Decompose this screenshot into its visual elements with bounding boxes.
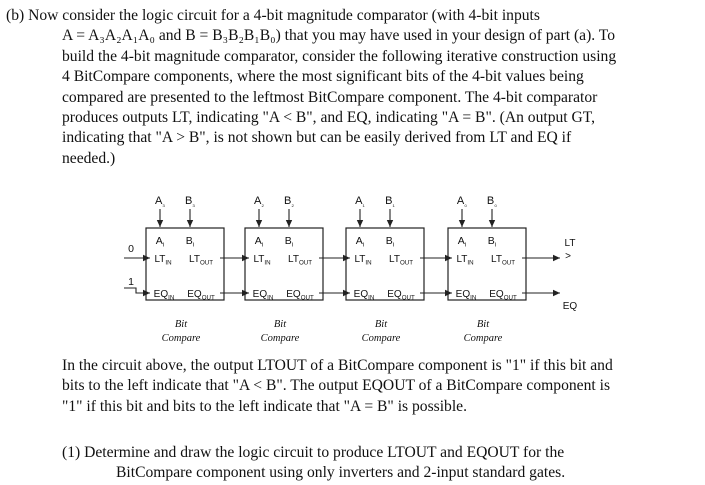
block-3-eq-out-port: $EQ_{OUT}$ <box>489 289 517 302</box>
block-2-lt-out-port: $LT_{OUT}$ <box>389 254 413 267</box>
block-3-port-b: $B_i$ <box>487 235 497 249</box>
block-1-label-top: Bit <box>273 319 287 330</box>
block-3-b-input-label: $B_{_0}$ <box>486 195 498 209</box>
explanation-line-2: bits to the left indicate that "A < B". The output EQOUT of a BitCompare component is <box>62 377 611 395</box>
block-1-eq-out-port: $EQ_{OUT}$ <box>286 289 314 302</box>
block-0-lt-in-port: $LT_{IN}$ <box>154 254 172 267</box>
block-1-lt-in-port: $LT_{IN}$ <box>253 254 271 267</box>
block-3-port-a: $A_i$ <box>457 235 467 249</box>
problem-b-line-5: compared are presented to the leftmost BitCompare component. The 4-bit comparator <box>62 88 598 106</box>
block-3-lt-out-port: $LT_{OUT}$ <box>491 254 515 267</box>
block-1-b-input-label: $B_{_2}$ <box>284 195 294 209</box>
block-3-a-input-label: $A_{_0}$ <box>456 195 468 209</box>
block-0-port-b: $B_i$ <box>185 235 195 249</box>
block-0-label-bottom: Compare <box>161 333 201 344</box>
lt-output-arrow-glyph: > <box>565 251 571 262</box>
block-2-lt-in-port: $LT_{IN}$ <box>354 254 372 267</box>
problem-b-line-2: A = A₃A₂A₁A₀ and B = B₃B₂B₁B₀) that you may have used in your design of part (a). To <box>62 27 616 45</box>
block-1-eq-in-port: $EQ_{IN}$ <box>252 289 274 302</box>
problem-b-text <box>6 6 696 169</box>
block-0-a-input-label: $A_{_3}$ <box>154 195 166 209</box>
question-1-line-2: BitCompare component using only inverters and 2-input standard gates. <box>116 464 566 482</box>
block-2-eq-in-port: $EQ_{IN}$ <box>353 289 375 302</box>
eq-output-label: EQ <box>562 301 578 312</box>
explanation-line-3: "1" if this bit and bits to the left indicate that "A = B" is possible. <box>62 397 468 415</box>
question-1-line-1: (1) Determine and draw the logic circuit to produce LTOUT and EQOUT for the <box>62 444 565 461</box>
block-1-port-b: $B_i$ <box>284 235 294 249</box>
question-1-text <box>62 443 698 484</box>
block-1-lt-out-port: $LT_{OUT}$ <box>288 254 312 267</box>
comparator-diagram <box>0 176 705 351</box>
lt-output-label: LT <box>564 238 576 249</box>
block-2-label-top: Bit <box>374 319 388 330</box>
block-2-port-a: $A_i$ <box>355 235 365 249</box>
block-0-eq-out-port: $EQ_{OUT}$ <box>187 289 215 302</box>
block-1-label-bottom: Compare <box>260 333 300 344</box>
block-0-b-input-label: $B_{_3}$ <box>184 195 196 209</box>
problem-b-line-4: 4 BitCompare components, where the most significant bits of the 4-bit values being <box>62 68 584 86</box>
block-2-label-bottom: Compare <box>361 333 401 344</box>
block-0-port-a: $A_i$ <box>155 235 165 249</box>
block-3-eq-in-port: $EQ_{IN}$ <box>455 289 477 302</box>
block-0-label-top: Bit <box>174 319 188 330</box>
block-0-eq-in-port: $EQ_{IN}$ <box>153 289 175 302</box>
problem-b-line-7: indicating that "A > B", is not shown but can be easily derived from LT and EQ if <box>62 129 572 147</box>
problem-b-line-3: build the 4-bit magnitude comparator, consider the following iterative construction using <box>62 47 617 65</box>
block-2-port-b: $B_i$ <box>385 235 395 249</box>
lt-initial-value: 0 <box>128 243 134 255</box>
block-1-a-input-label: $A_{_2}$ <box>254 195 264 209</box>
block-2-a-input-label: $A_{_1}$ <box>355 195 365 209</box>
explanation-line-1: In the circuit above, the output LTOUT of a BitCompare component is "1" if this bit and <box>62 357 613 374</box>
block-1-port-a: $A_i$ <box>254 235 264 249</box>
problem-b-line-1: (b) Now consider the logic circuit for a 4-bit magnitude comparator (with 4-bit inputs <box>6 7 540 24</box>
block-3-label-top: Bit <box>476 319 490 330</box>
block-3-label-bottom: Compare <box>463 333 503 344</box>
block-3-lt-in-port: $LT_{IN}$ <box>456 254 474 267</box>
problem-b-line-8: needed.) <box>62 149 116 167</box>
block-2-eq-out-port: $EQ_{OUT}$ <box>387 289 415 302</box>
eq-initial-value: 1 <box>128 276 134 288</box>
problem-b-line-6: produces outputs LT, indicating "A < B", and EQ, indicating "A = B". (An output GT, <box>62 109 596 127</box>
explanation-text <box>62 356 698 417</box>
block-2-b-input-label: $B_{_1}$ <box>385 195 395 209</box>
block-0-lt-out-port: $LT_{OUT}$ <box>189 254 213 267</box>
